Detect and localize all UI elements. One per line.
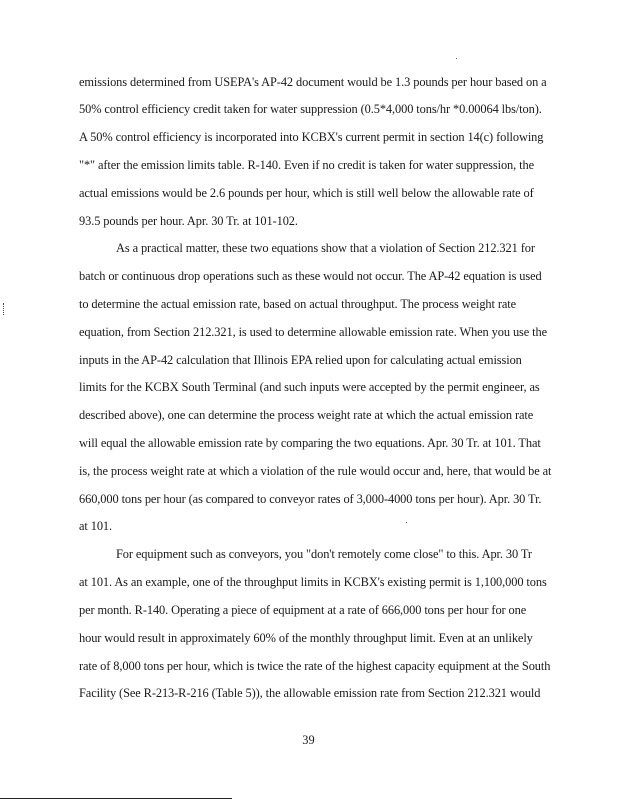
body-text-line: inputs in the AP-42 calculation that Illinois EPA relied upon for calculating actual emission [79, 353, 522, 367]
body-text-line: hour would result in approximately 60% of the monthly throughput limit. Even at an unlikely [79, 631, 533, 645]
body-text-line: 660,000 tons per hour (as compared to conveyor rates of 3,000-4000 tons per hour). Apr. 30 Tr. [79, 492, 542, 506]
paragraph-first-line: For equipment such as conveyors, you "don't remotely come close" to this. Apr. 30 Tr [116, 547, 532, 561]
body-text-line: described above), one can determine the process weight rate at which the actual emission rate [79, 408, 534, 422]
body-text-line: limits for the KCBX South Terminal (and such inputs were accepted by the permit engineer, as [79, 380, 540, 394]
body-text-line: at 101. [79, 519, 113, 533]
paragraph-first-line: As a practical matter, these two equations show that a violation of Section 212.321 for [116, 241, 535, 255]
footer-rule [0, 798, 232, 799]
body-text-line: 50% control efficiency credit taken for water suppression (0.5*4,000 tons/hr *0.00064 lbs/ton). [79, 102, 542, 116]
body-text-line: "*" after the emission limits table. R-140. Even if no credit is taken for water suppression, the [79, 158, 534, 172]
body-text-line: emissions determined from USEPA's AP-42 document would be 1.3 pounds per hour based on a [79, 75, 547, 89]
body-text-line: Facility (See R-213-R-216 (Table 5)), the allowable emission rate from Section 212.321 would [79, 686, 541, 700]
body-text-line: to determine the actual emission rate, based on actual throughput. The process weight rate [79, 297, 517, 311]
body-text-line: rate of 8,000 tons per hour, which is twice the rate of the highest capacity equipment at the South [79, 659, 551, 673]
margin-mark [3, 303, 5, 315]
body-text-line: batch or continuous drop operations such as these would not occur. The AP-42 equation is used [79, 269, 542, 283]
scan-speck [406, 522, 407, 523]
body-text-line: actual emissions would be 2.6 pounds per hour, which is still well below the allowable rate of [79, 186, 534, 200]
body-text-line: per month. R-140. Operating a piece of equipment at a rate of 666,000 tons per hour for one [79, 603, 527, 617]
body-text-line: 93.5 pounds per hour. Apr. 30 Tr. at 101-102. [79, 214, 298, 228]
body-text-line: at 101. As an example, one of the throughput limits in KCBX's existing permit is 1,100,000 tons [79, 575, 547, 589]
body-text-line: will equal the allowable emission rate by comparing the two equations. Apr. 30 Tr. at 101. That [79, 436, 541, 450]
page-number: 39 [302, 733, 315, 747]
body-text-line: is, the process weight rate at which a violation of the rule would occur and, here, that would be at [79, 464, 552, 478]
body-text-line: A 50% control efficiency is incorporated into KCBX's current permit in section 14(c) following [79, 130, 544, 144]
scan-speck [456, 58, 457, 59]
body-text-line: equation, from Section 212.321, is used to determine allowable emission rate. When you use the [79, 325, 547, 339]
